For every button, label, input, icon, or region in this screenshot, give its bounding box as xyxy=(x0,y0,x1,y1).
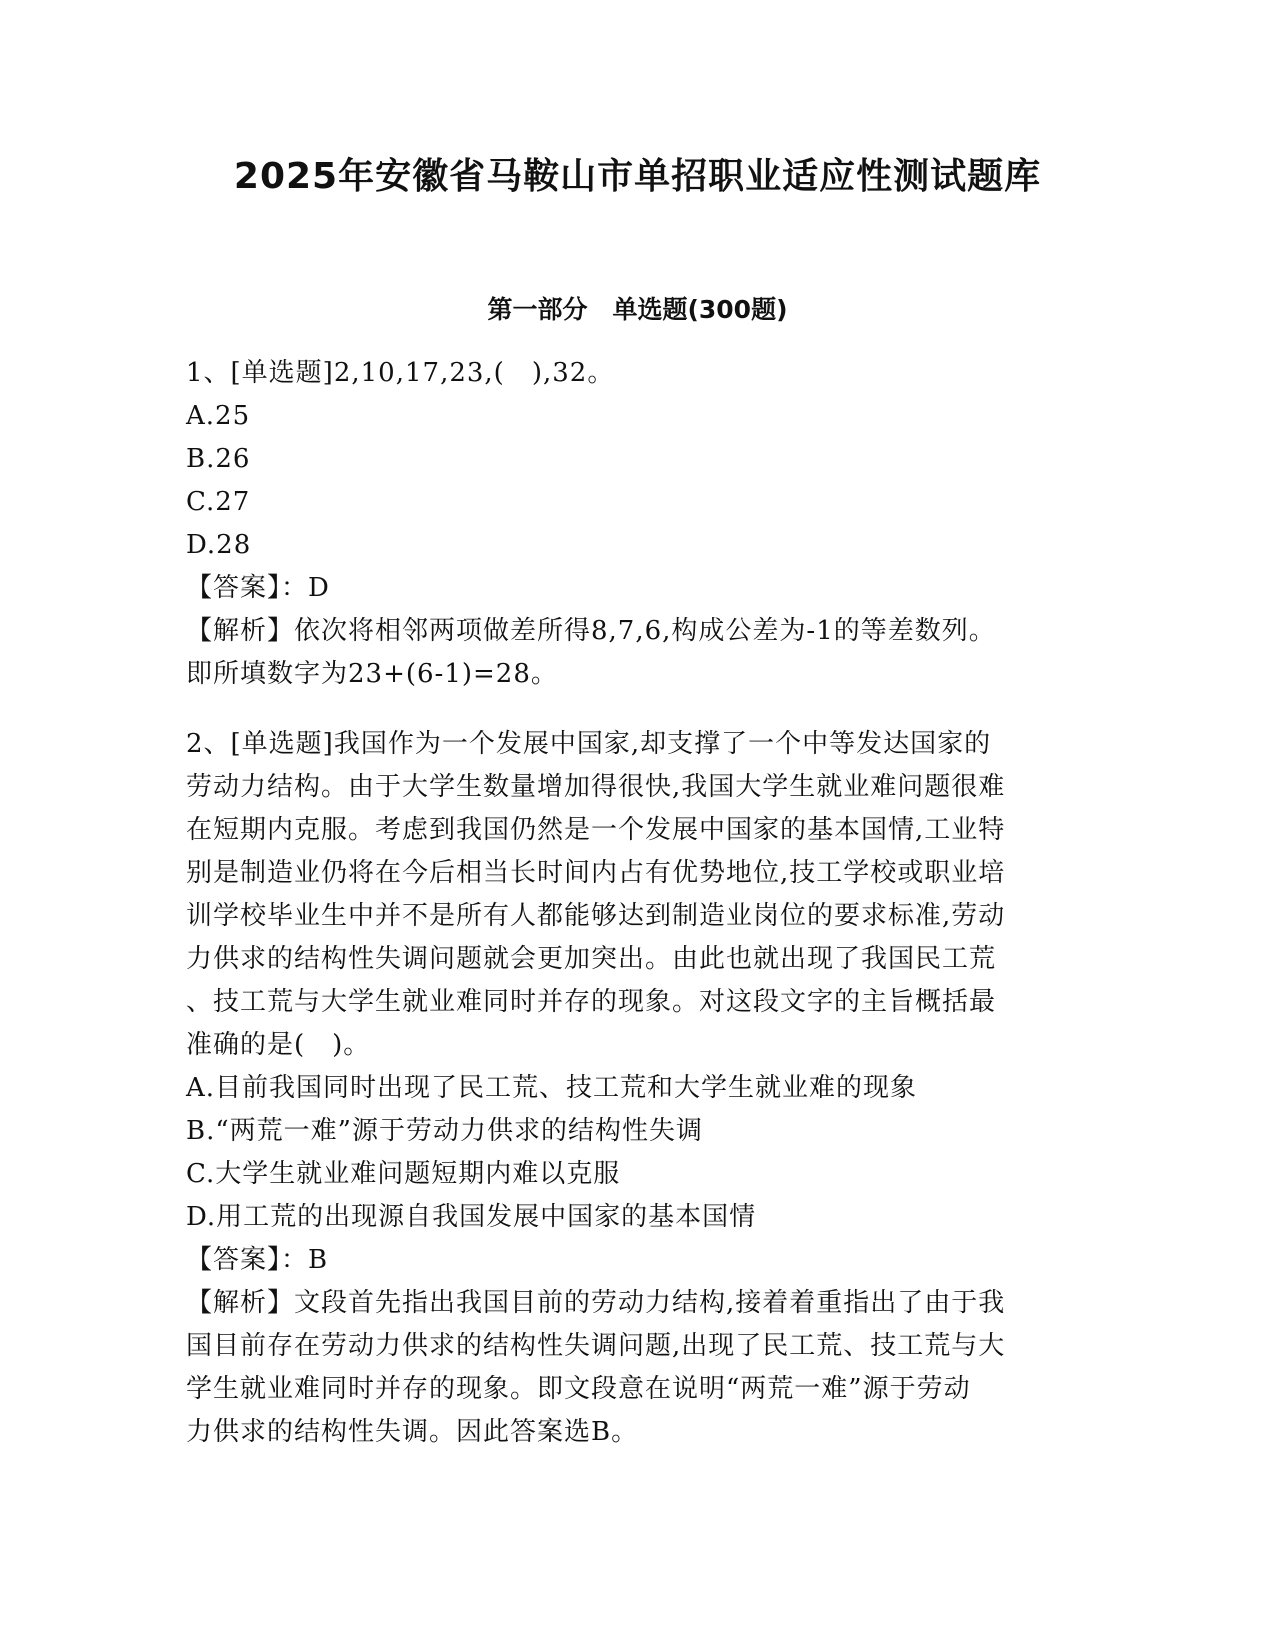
analysis-line: 【解析】文段首先指出我国目前的劳动力结构,接着着重指出了由于我 xyxy=(186,1288,1006,1318)
question-2-stem-line: 别是制造业仍将在今后相当长时间内占有优势地位,技工学校或职业培 xyxy=(186,858,1006,888)
question-2-stem-line: 2、[单选题]我国作为一个发展中国家,却支撑了一个中等发达国家的 xyxy=(186,729,992,759)
option-a: A.目前我国同时出现了民工荒、技工荒和大学生就业难的现象 xyxy=(186,1073,918,1103)
question-1 xyxy=(186,352,1086,696)
question-1-stem: 1、[单选题]2,10,17,23,( ),32。 xyxy=(186,358,615,388)
question-2-stem-line: 力供求的结构性失调问题就会更加突出。由此也就出现了我国民工荒 xyxy=(186,944,997,974)
option-d: D.用工荒的出现源自我国发展中国家的基本国情 xyxy=(186,1202,757,1232)
question-2-stem-line: 训学校毕业生中并不是所有人都能够达到制造业岗位的要求标准,劳动 xyxy=(186,901,1006,931)
question-2 xyxy=(186,723,1086,1454)
answer: 【答案】：B xyxy=(186,1245,329,1275)
option-b: B.26 xyxy=(186,444,251,474)
question-2-stem-line: 准确的是( )。 xyxy=(186,1030,371,1060)
option-d: D.28 xyxy=(186,530,252,560)
analysis-line: 力供求的结构性失调。因此答案选B。 xyxy=(186,1417,639,1447)
option-a: A.25 xyxy=(186,401,251,431)
section-heading: 第一部分 单选题(300题) xyxy=(487,295,788,324)
document-title: 2025年安徽省马鞍山市单招职业适应性测试题库 xyxy=(233,156,1042,197)
analysis-line: 国目前存在劳动力供求的结构性失调问题,出现了民工荒、技工荒与大 xyxy=(186,1331,1006,1361)
question-2-stem-line: 劳动力结构。由于大学生数量增加得很快,我国大学生就业难问题很难 xyxy=(186,772,1006,802)
analysis-line: 学生就业难同时并存的现象。即文段意在说明“两荒一难”源于劳动 xyxy=(186,1374,971,1404)
option-c: C.27 xyxy=(186,487,251,517)
answer: 【答案】：D xyxy=(186,573,330,603)
question-2-stem-line: 、技工荒与大学生就业难同时并存的现象。对这段文字的主旨概括最 xyxy=(186,987,997,1017)
analysis-line: 【解析】依次将相邻两项做差所得8,7,6,构成公差为-1的等差数列。 xyxy=(186,616,996,646)
option-b: B.“两荒一难”源于劳动力供求的结构性失调 xyxy=(186,1116,703,1146)
option-c: C.大学生就业难问题短期内难以克服 xyxy=(186,1159,621,1189)
analysis-line: 即所填数字为23+(6-1)=28。 xyxy=(186,659,558,689)
question-2-stem-line: 在短期内克服。考虑到我国仍然是一个发展中国家的基本国情,工业特 xyxy=(186,815,1006,845)
